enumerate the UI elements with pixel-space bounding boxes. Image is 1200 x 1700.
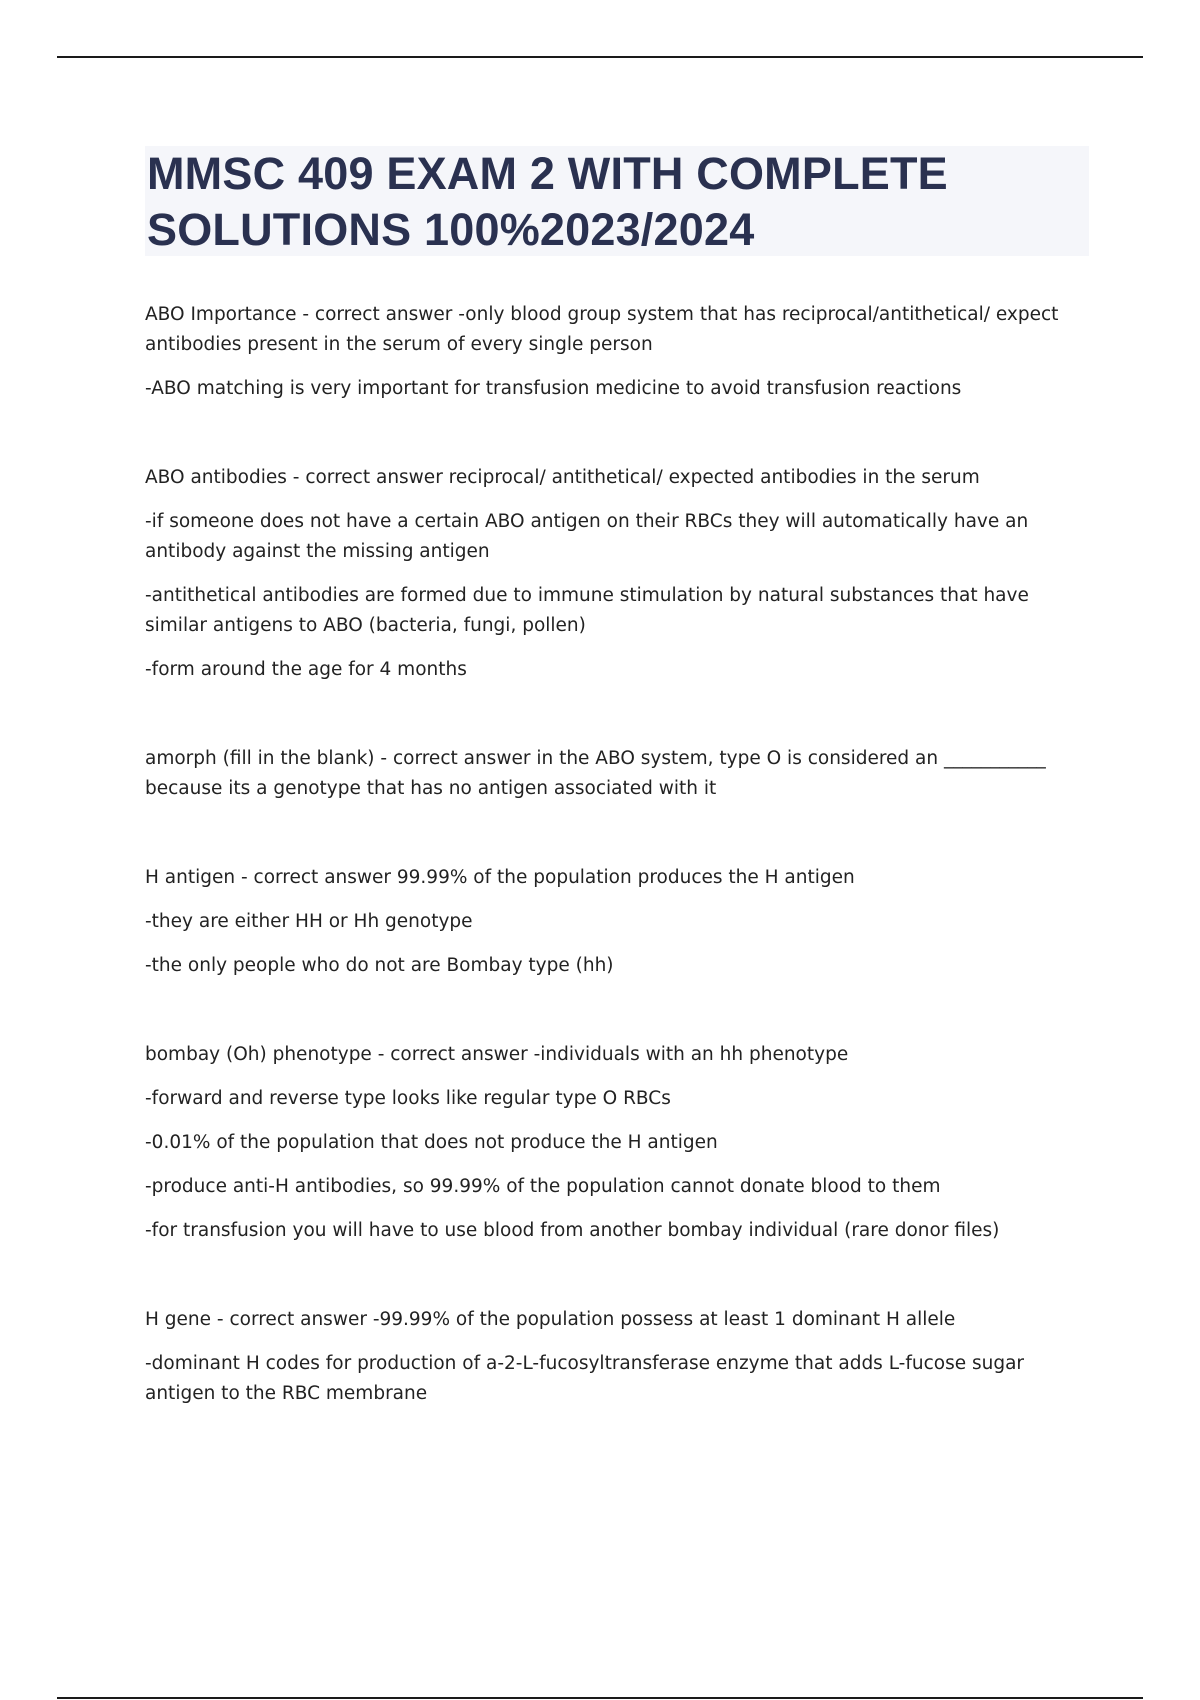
entry-line: -0.01% of the population that does not produce the H antigen [145,1132,718,1153]
entry-line: bombay (Oh) phenotype - correct answer -individuals with an hh phenotype [145,1044,849,1065]
top-rule [57,56,1143,58]
entry-line: -they are either HH or Hh genotype [145,911,473,932]
entry-amorph [145,744,1090,804]
entry-line: -the only people who do not are Bombay type (hh) [145,955,614,976]
entry-abo-antibodies [145,463,1090,685]
entry-line: H gene - correct answer -99.99% of the population possess at least 1 dominant H allele [145,1309,956,1330]
entry-h-antigen [145,863,1090,981]
entry-line: H antigen - correct answer 99.99% of the population produces the H antigen [145,867,855,888]
entry-bombay-phenotype [145,1040,1090,1246]
title-line-1: MMSC 409 EXAM 2 WITH COMPLETE [147,148,948,199]
title-line-2: SOLUTIONS 100%2023/2024 [147,204,755,255]
entry-line: -produce anti-H antibodies, so 99.99% of the population cannot donate blood to them [145,1176,941,1197]
entry-line: -for transfusion you will have to use blood from another bombay individual (rare donor files) [145,1220,1000,1241]
entry-line: -form around the age for 4 months [145,659,467,680]
title-banner [145,146,1089,256]
document-title [147,146,1089,258]
entry-line: -forward and reverse type looks like regular type O RBCs [145,1088,671,1109]
entry-line: -dominant H codes for production of a-2-L-fucosyltransferase enzyme that adds L-fucose sugar antigen to the RBC membrane [145,1353,1025,1404]
entry-line: -antithetical antibodies are formed due to immune stimulation by natural substances that have similar antigens to ABO (bacteria, fungi, pollen) [145,585,1029,636]
entry-line: ABO Importance - correct answer -only blood group system that has reciprocal/antithetical/ expect antibodies present in the serum of every single person [145,304,1059,355]
bottom-rule [57,1697,1143,1699]
entry-line: -if someone does not have a certain ABO antigen on their RBCs they will automatically have an antibody against the missing antigen [145,511,1029,562]
entry-abo-importance [145,300,1090,404]
document-body [145,300,1090,1468]
entry-line: ABO antibodies - correct answer reciprocal/ antithetical/ expected antibodies in the serum [145,467,980,488]
entry-line: amorph (fill in the blank) - correct answer in the ABO system, type O is considered an ___________ because its a genotype that has no antigen associated with it [145,748,1046,799]
entry-h-gene [145,1305,1090,1409]
entry-line: -ABO matching is very important for transfusion medicine to avoid transfusion reactions [145,378,962,399]
